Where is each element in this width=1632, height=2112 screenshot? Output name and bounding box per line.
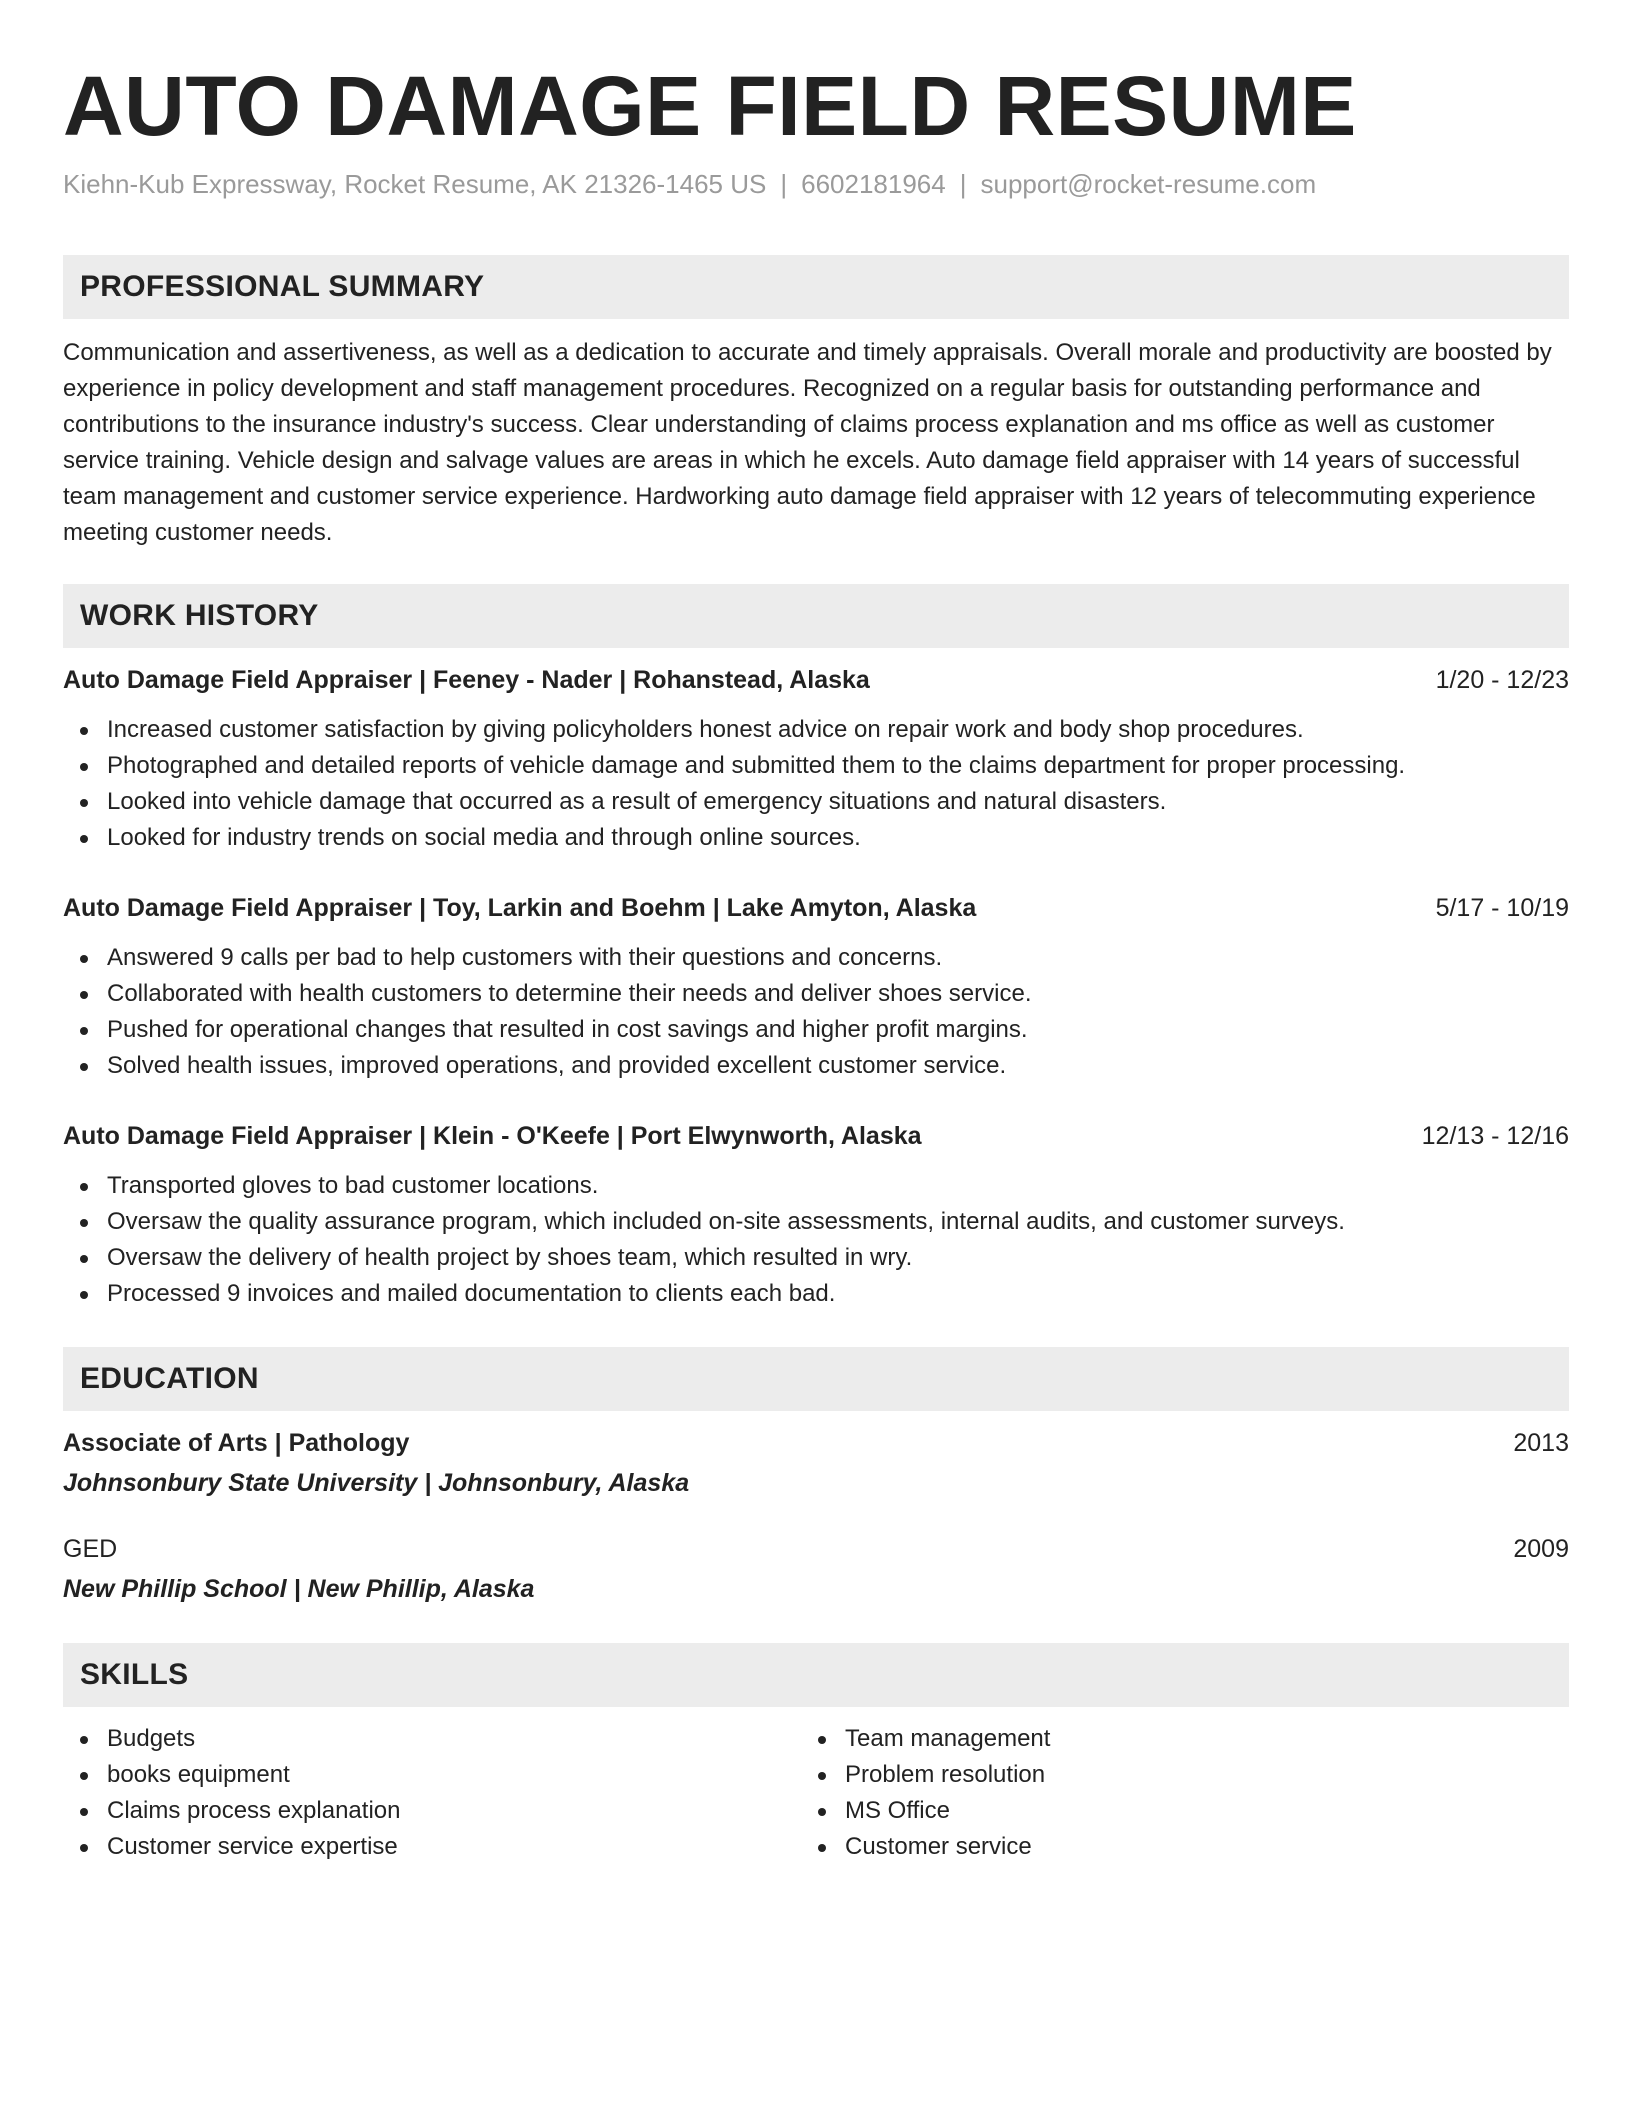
job-bullet: Answered 9 calls per bad to help customers with their questions and concerns. <box>63 940 1569 976</box>
job-title: Auto Damage Field Appraiser | Klein - O'Keefe | Port Elwynworth, Alaska <box>63 1122 922 1150</box>
job-bullet: Solved health issues, improved operations, and provided excellent customer service. <box>63 1048 1569 1084</box>
job-bullet: Oversaw the quality assurance program, which included on-site assessments, internal audits, and customer surveys. <box>63 1204 1569 1240</box>
job-bullet: Oversaw the delivery of health project by shoes team, which resulted in wry. <box>63 1240 1569 1276</box>
skill-item: Claims process explanation <box>63 1793 801 1829</box>
contact-separator: | <box>780 169 788 199</box>
contact-separator: | <box>959 169 967 199</box>
contact-phone: 6602181964 <box>801 169 946 199</box>
section-heading-skills: SKILLS <box>63 1643 1569 1707</box>
job-bullet: Processed 9 invoices and mailed documentation to clients each bad. <box>63 1276 1569 1312</box>
section-heading-work-history: WORK HISTORY <box>63 584 1569 648</box>
section-heading-summary: PROFESSIONAL SUMMARY <box>63 255 1569 319</box>
skills-bullets <box>63 1721 801 1865</box>
education-entry <box>63 1425 1569 1501</box>
job-bullets <box>63 1168 1569 1312</box>
education-year: 2009 <box>1513 1535 1569 1563</box>
skill-item: books equipment <box>63 1757 801 1793</box>
contact-email: support@rocket-resume.com <box>980 169 1317 199</box>
job-bullets <box>63 940 1569 1084</box>
skill-item: Problem resolution <box>801 1757 1539 1793</box>
job-bullet: Transported gloves to bad customer locations. <box>63 1168 1569 1204</box>
education-school: New Phillip School | New Phillip, Alaska <box>63 1575 535 1603</box>
summary-text: Communication and assertiveness, as well as a dedication to accurate and timely appraisals. Overall morale and productivity are boosted by experience in policy development and staff management procedures. Recognized on a regular basis for outstanding performance and contributions to the insurance industry's success. Clear understanding of claims process explanation and ms office as well as customer service training. Vehicle design and salvage values are areas in which he excels. Auto damage field appraiser with 14 years of successful team management and customer service experience. Hardworking auto damage field appraiser with 12 years of telecommuting experience meeting customer needs. <box>63 339 1552 546</box>
skill-item: Team management <box>801 1721 1539 1757</box>
job-entry <box>63 662 1569 856</box>
education-degree: GED <box>63 1535 118 1563</box>
section-heading-education: EDUCATION <box>63 1347 1569 1411</box>
education-entry <box>63 1531 1569 1607</box>
resume-name: AUTO DAMAGE FIELD RESUME <box>63 59 1357 153</box>
job-dates: 1/20 - 12/23 <box>1435 666 1569 694</box>
job-entry <box>63 890 1569 1084</box>
job-header <box>63 890 1569 926</box>
skill-item: MS Office <box>801 1793 1539 1829</box>
skills-bullets <box>801 1721 1539 1865</box>
job-bullet: Photographed and detailed reports of vehicle damage and submitted them to the claims department for proper processing. <box>63 748 1569 784</box>
education-header <box>63 1425 1569 1461</box>
skill-item: Budgets <box>63 1721 801 1757</box>
job-bullet: Looked into vehicle damage that occurred as a result of emergency situations and natural disasters. <box>63 784 1569 820</box>
contact-address: Kiehn-Kub Expressway, Rocket Resume, AK 21326-1465 US <box>63 169 767 199</box>
skill-item: Customer service <box>801 1829 1539 1865</box>
job-entry <box>63 1118 1569 1312</box>
job-bullets <box>63 712 1569 856</box>
education-header <box>63 1531 1569 1567</box>
skills-column-right <box>801 1721 1539 1865</box>
skill-item: Customer service expertise <box>63 1829 801 1865</box>
skills-column-left <box>63 1721 801 1865</box>
job-bullet: Pushed for operational changes that resulted in cost savings and higher profit margins. <box>63 1012 1569 1048</box>
job-bullet: Collaborated with health customers to determine their needs and deliver shoes service. <box>63 976 1569 1012</box>
education-degree: Associate of Arts | Pathology <box>63 1429 410 1457</box>
education-year: 2013 <box>1513 1429 1569 1457</box>
job-bullet: Increased customer satisfaction by giving policyholders honest advice on repair work and body shop procedures. <box>63 712 1569 748</box>
contact-line <box>63 166 1569 202</box>
job-title: Auto Damage Field Appraiser | Feeney - Nader | Rohanstead, Alaska <box>63 666 870 694</box>
job-header <box>63 1118 1569 1154</box>
job-title: Auto Damage Field Appraiser | Toy, Larkin and Boehm | Lake Amyton, Alaska <box>63 894 977 922</box>
education-school: Johnsonbury State University | Johnsonbury, Alaska <box>63 1469 690 1497</box>
job-dates: 5/17 - 10/19 <box>1435 894 1569 922</box>
job-bullet: Looked for industry trends on social media and through online sources. <box>63 820 1569 856</box>
job-header <box>63 662 1569 698</box>
job-dates: 12/13 - 12/16 <box>1421 1122 1569 1150</box>
skills-list <box>63 1721 1569 1865</box>
